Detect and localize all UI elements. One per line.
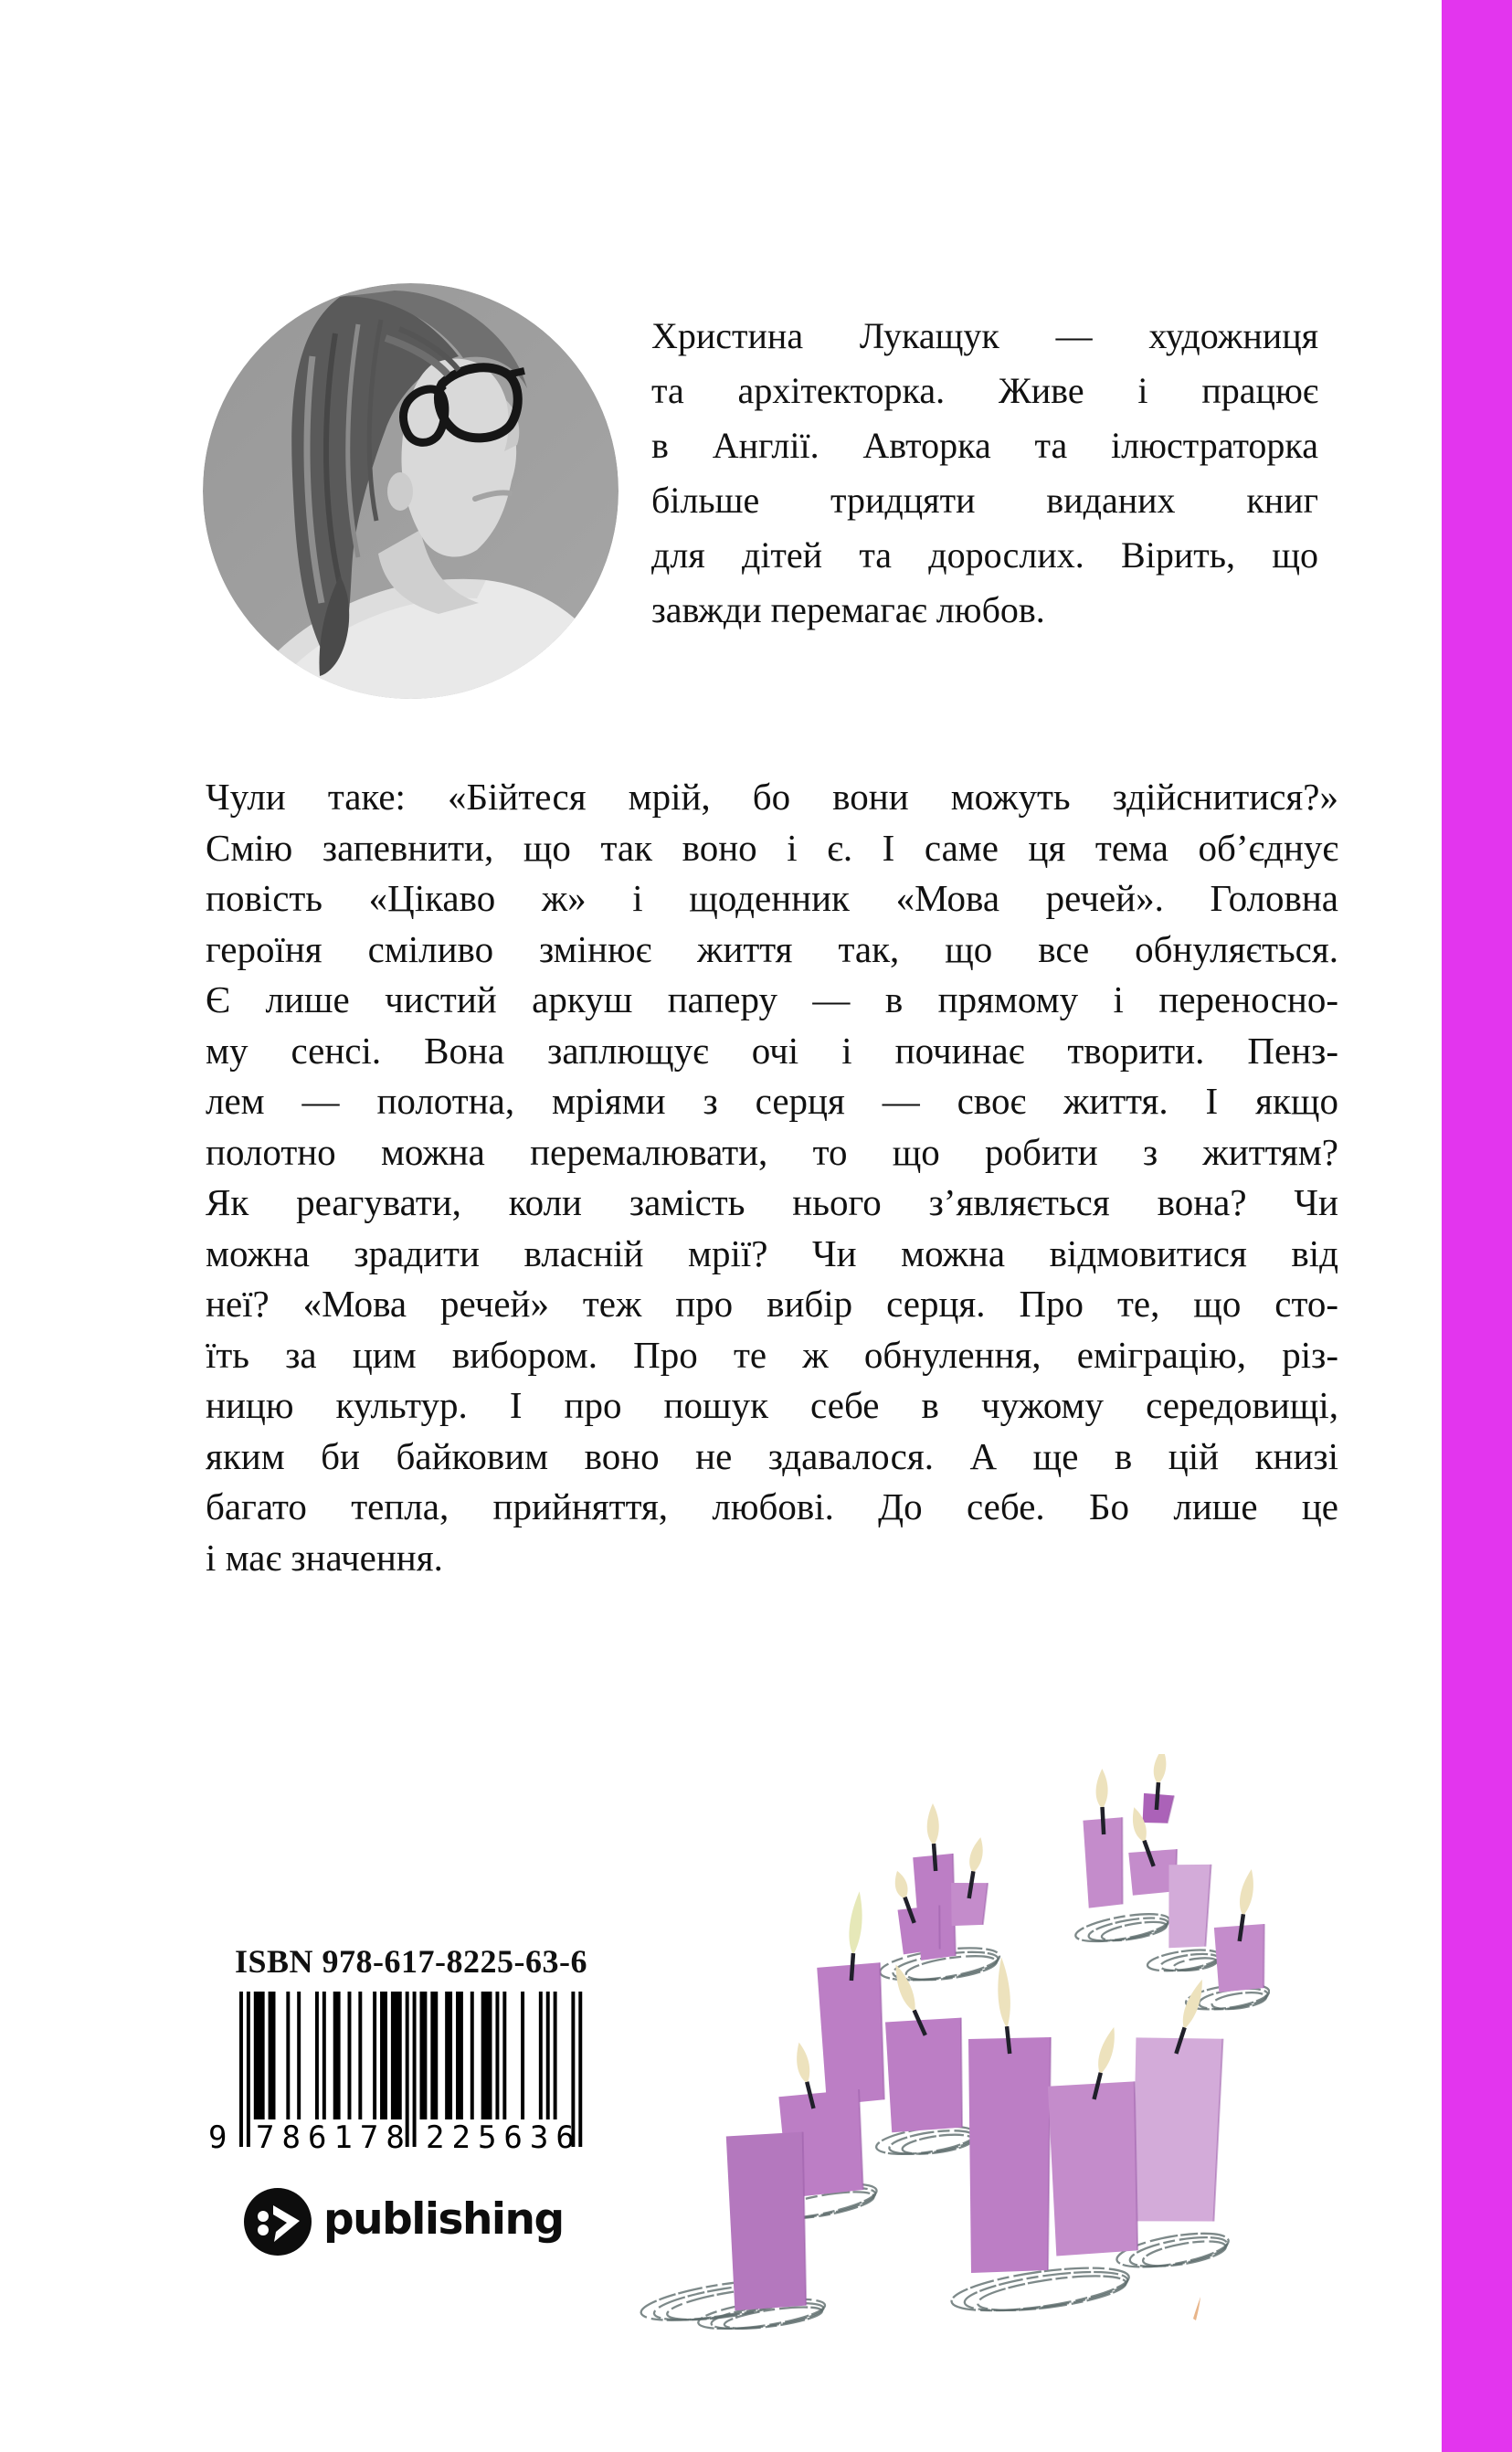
publisher-logo-icon — [243, 2187, 312, 2256]
text-line: Христина Лукащук — художниця — [651, 315, 1318, 356]
text-line: багато тепла, прийняття, любові. До себе. Бо лише це — [206, 1485, 1338, 1527]
portrait-illustration — [203, 283, 619, 699]
text-line: неї? «Мова речей» теж про вибір серця. Про те, що сто- — [206, 1283, 1338, 1325]
annotation-text — [206, 772, 1338, 1583]
text-line: повість «Цікаво ж» і щоденник «Мова речей». Головна — [206, 877, 1338, 919]
ear — [387, 472, 413, 511]
isbn-barcode — [208, 1992, 585, 2156]
text-line: в Англії. Авторка та ілюстраторка — [651, 425, 1318, 466]
text-line: Є лише чистий аркуш паперу — в прямому і переносно- — [206, 978, 1338, 1020]
text-line: Як реагувати, коли замість нього з’являється вона? Чи — [206, 1181, 1338, 1223]
text-line: героїня сміливо змінює життя так, що все обнуляється. — [206, 927, 1338, 970]
barcode-digits-left: 786178 — [256, 2119, 412, 2156]
text-line: завжди перемагає любов. — [651, 589, 1045, 630]
text-line: Чули таке: «Бійтеся мрій, бо вони можуть здійснитися?» — [206, 776, 1338, 818]
text-line: Смію запевнити, що так воно і є. І саме ця тема об’єднує — [206, 826, 1338, 869]
text-line: лем — полотна, мріями з серця — своє життя. І якщо — [206, 1080, 1338, 1122]
text-line: ницю культур. І про пошук себе в чужому середовищі, — [206, 1384, 1338, 1426]
text-line: більше тридцяти виданих книг — [651, 480, 1318, 521]
isbn-label: ISBN 978-617-8225-63-6 — [235, 1943, 587, 1980]
text-line: полотно можна перемалювати, то що робити з життям? — [206, 1130, 1338, 1173]
text-line: і має значення. — [206, 1536, 443, 1579]
text-line: їть за цим вибором. Про те ж обнулення, еміграцію, різ- — [206, 1333, 1338, 1376]
publisher-name: publishing — [323, 2194, 564, 2245]
author-bio — [651, 309, 1318, 638]
barcode-digit-prefix: 9 — [208, 2119, 235, 2156]
author-portrait-photo — [203, 283, 619, 699]
magenta-stripe — [1442, 0, 1512, 2452]
barcode-digits-right: 225636 — [426, 2119, 582, 2156]
text-line: та архітекторка. Живе і працює — [651, 370, 1318, 411]
text-line: можна зрадити власній мрії? Чи можна відмовитися від — [206, 1231, 1338, 1274]
text-line: му сенсі. Вона заплющує очі і починає творити. Пенз- — [206, 1029, 1338, 1072]
text-line: для дітей та дорослих. Вірить, що — [651, 534, 1318, 576]
candles-illustration — [630, 1754, 1270, 2330]
text-line: яким би байковим воно не здавалося. А ще в цій книзі — [206, 1434, 1338, 1477]
